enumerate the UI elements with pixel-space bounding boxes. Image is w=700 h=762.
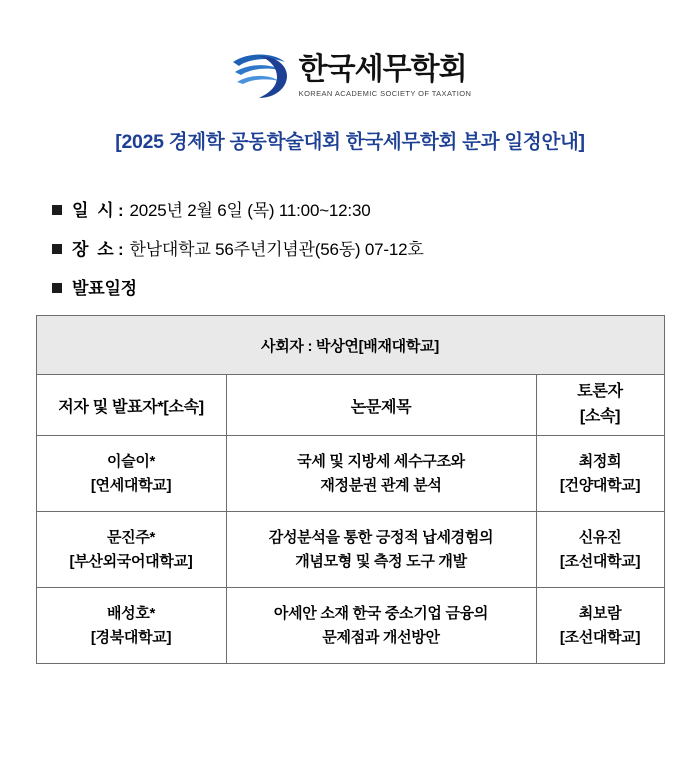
cell-discussant (536, 588, 664, 664)
header-discussant-line1: 토론자 (577, 383, 623, 401)
author-affiliation: [연세대학교] (90, 476, 172, 494)
bullet-square-icon (52, 283, 62, 293)
header-discussant (536, 375, 664, 436)
author-affiliation: [경북대학교] (90, 628, 172, 646)
author-name: 이슬이* (106, 453, 156, 471)
info-row-schedule (52, 274, 700, 299)
paper-title-line2: 문제점과 개선방안 (322, 628, 440, 646)
page-title: [2025 경제학 공동학술대회 한국세무학회 분과 일정안내] (115, 131, 585, 153)
logo-sub-text: KOREAN ACADEMIC SOCIETY OF TAXATION (298, 88, 472, 98)
table-row (36, 588, 664, 664)
presentation-schedule-table (36, 315, 665, 664)
author-name: 배성호* (106, 605, 156, 623)
header-discussant-line2: [소속] (579, 408, 621, 425)
header-paper: 논문제목 (226, 375, 536, 436)
bullet-square-icon (52, 205, 62, 215)
cell-discussant (536, 436, 664, 512)
info-value-place: 한남대학교 56주년기념관(56동) 07-12호 (129, 240, 424, 259)
table-row-chair (36, 316, 664, 375)
info-label-date: 일 시 : (72, 201, 124, 220)
info-row-date (52, 196, 700, 221)
cell-discussant (536, 512, 664, 588)
paper-title-line1: 아세안 소재 한국 중소기업 금융의 (273, 605, 489, 623)
info-value-date: 2025년 2월 6일 (목) 11:00~12:30 (129, 201, 371, 220)
table-row (36, 436, 664, 512)
discussant-affiliation: [건양대학교] (559, 476, 641, 494)
paper-title-line2: 개념모형 및 측정 도구 개발 (295, 552, 467, 570)
event-info-list (52, 196, 700, 299)
cell-author (36, 436, 226, 512)
cell-paper-title (226, 588, 536, 664)
header-author: 저자 및 발표자*[소속] (36, 375, 226, 436)
info-label-place: 장 소 : (72, 240, 124, 259)
society-logo (0, 50, 700, 102)
cell-paper-title (226, 512, 536, 588)
author-name: 문진주* (106, 529, 156, 547)
cell-author (36, 588, 226, 664)
cell-paper-title (226, 436, 536, 512)
discussant-affiliation: [조선대학교] (559, 628, 641, 646)
author-affiliation: [부산외국어대학교] (69, 552, 193, 570)
info-row-place (52, 235, 700, 260)
cell-author (36, 512, 226, 588)
discussant-affiliation: [조선대학교] (559, 552, 641, 570)
paper-title-line1: 국세 및 지방세 세수구조와 (297, 453, 465, 471)
discussant-name: 최정희 (578, 453, 622, 471)
logo-main-text: 한국세무학회 (298, 52, 467, 86)
discussant-name: 최보람 (578, 605, 622, 623)
table-header-row (36, 375, 664, 436)
paper-title-line2: 재정분권 관계 분석 (320, 476, 442, 494)
discussant-name: 신유진 (578, 529, 622, 547)
paper-title-line1: 감성분석을 통한 긍정적 납세경험의 (268, 529, 494, 547)
info-label-schedule: 발표일정 (72, 279, 137, 298)
chair-label: 사회자 : 박상연[배재대학교] (36, 316, 664, 375)
table-row (36, 512, 664, 588)
swoosh-logo-icon (229, 50, 291, 102)
bullet-square-icon (52, 244, 62, 254)
